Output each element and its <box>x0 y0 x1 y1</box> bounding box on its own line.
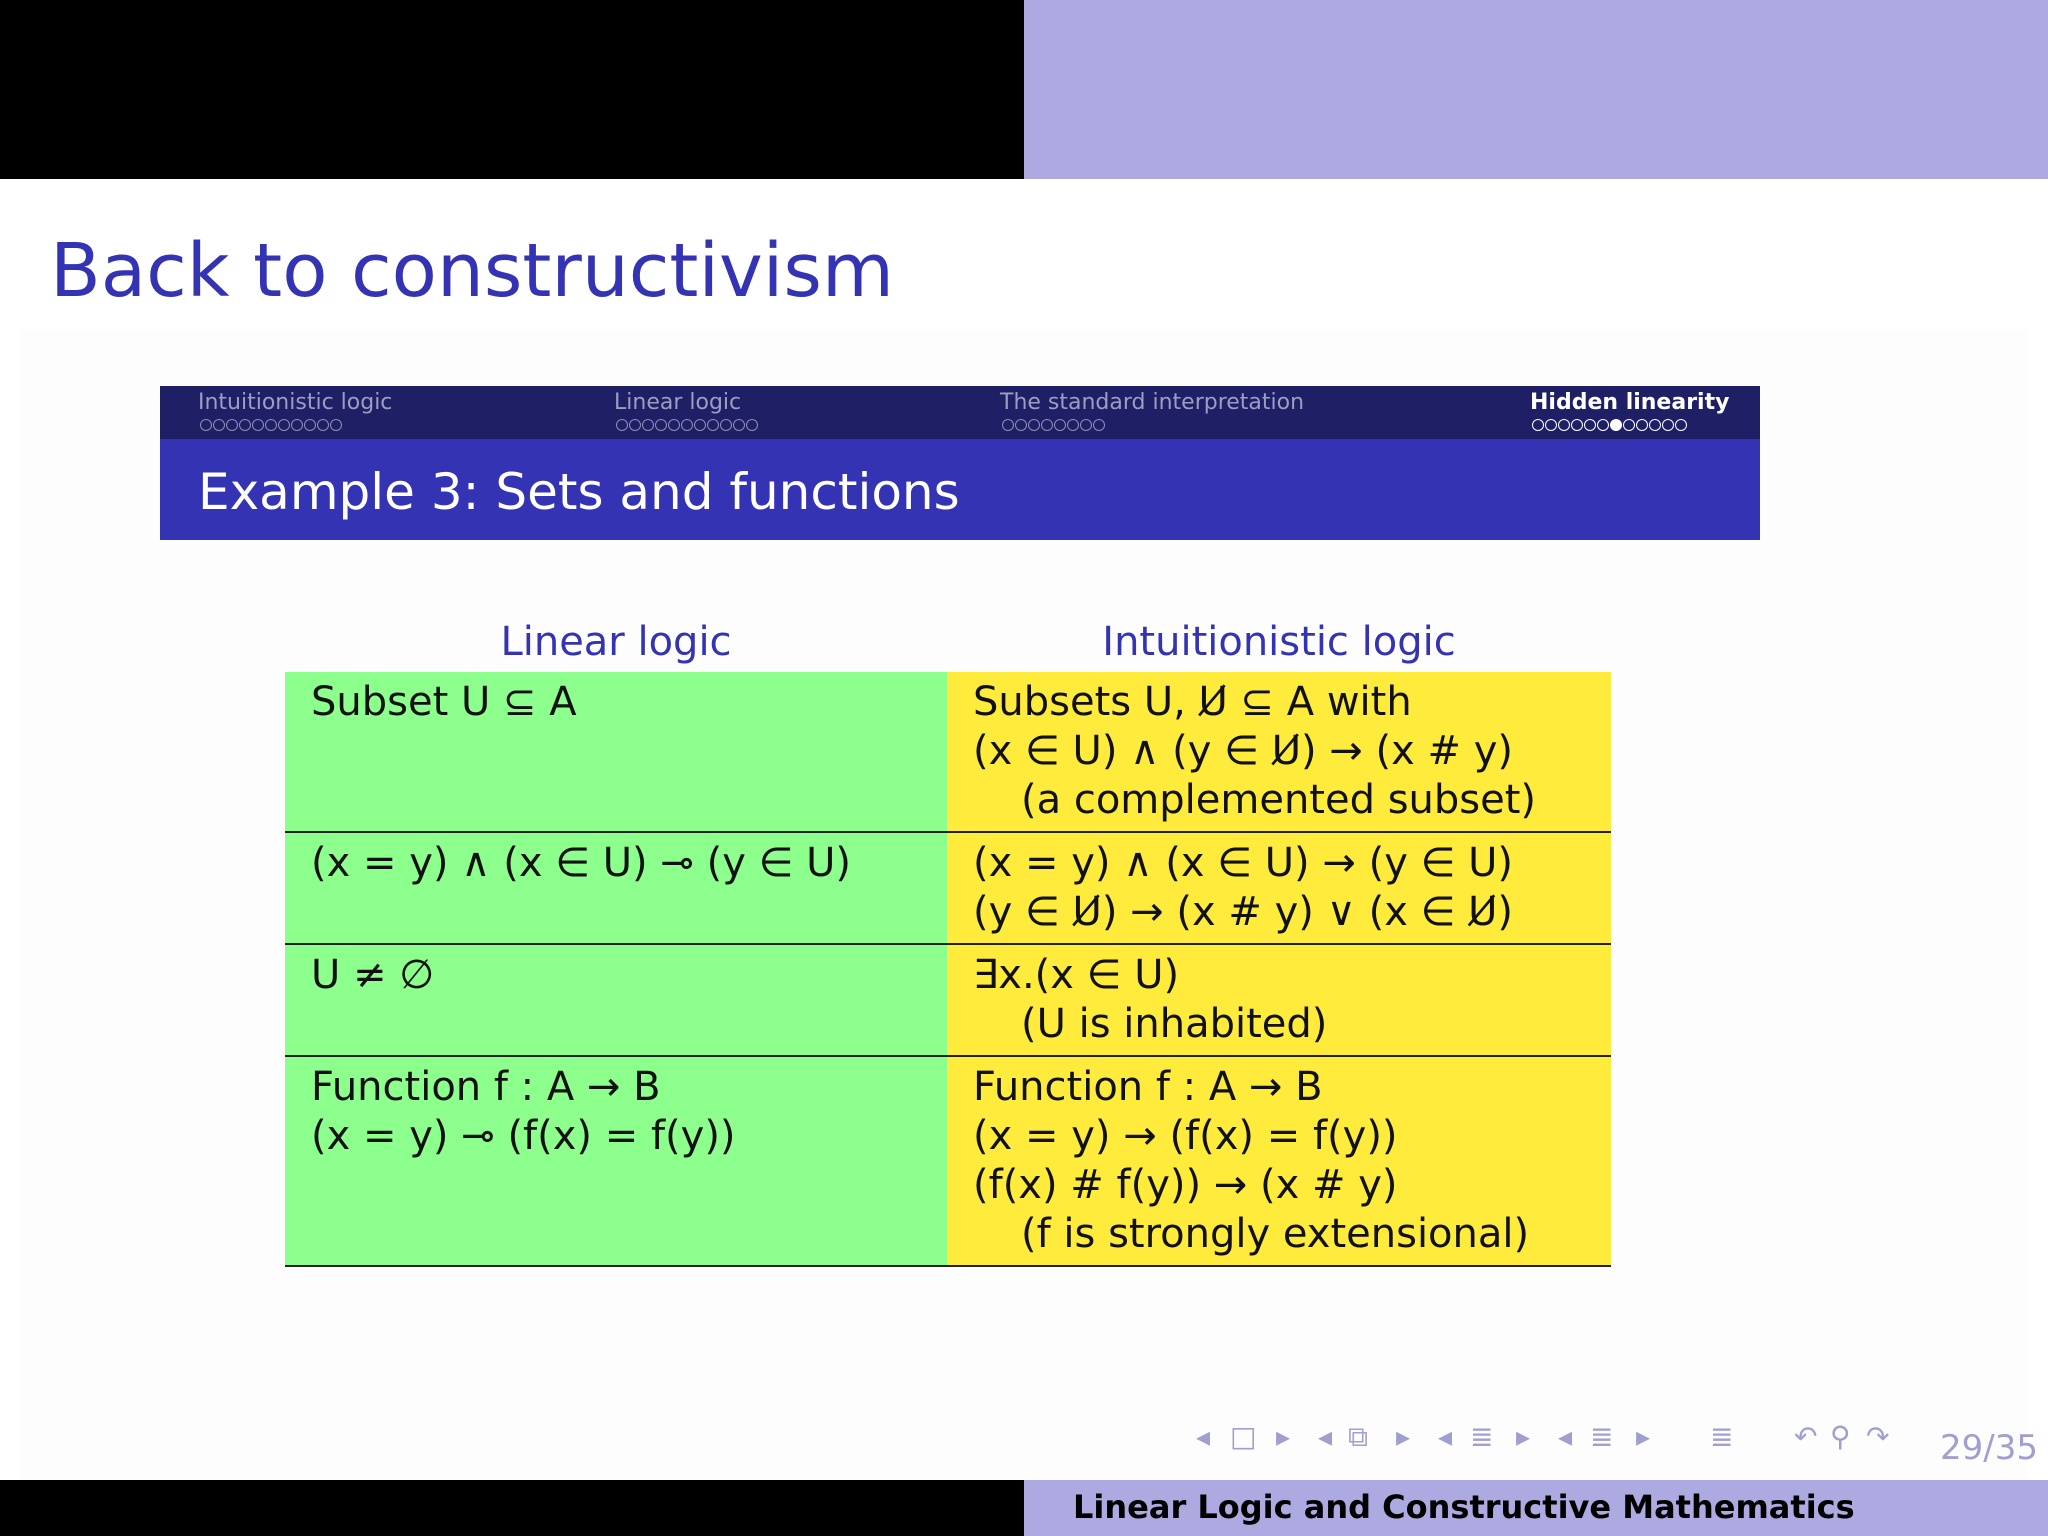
nav-dot[interactable] <box>213 419 225 431</box>
table-row <box>285 1057 1611 1267</box>
nav-dot[interactable] <box>1015 419 1027 431</box>
nav-dot[interactable] <box>1584 419 1596 431</box>
cell-line: (x = y) ∧ (x ∈ U) ⊸ (y ∈ U) <box>311 840 852 886</box>
nav-dot[interactable] <box>304 419 316 431</box>
cell-line: (f is strongly extensional) <box>1021 1211 1530 1257</box>
linear-cell <box>285 833 947 943</box>
table-row <box>285 833 1611 945</box>
footer-bar <box>0 1480 2048 1536</box>
nav-dot[interactable] <box>265 419 277 431</box>
table-row <box>285 672 1611 833</box>
nav-dot[interactable] <box>668 419 680 431</box>
column-header-intuitionistic: Intuitionistic logic <box>1102 619 1456 665</box>
embedded-nav-dots <box>1532 419 1687 431</box>
cell-line: (x = y) ⊸ (f(x) = f(y)) <box>311 1113 736 1159</box>
nav-dot[interactable] <box>1571 419 1583 431</box>
embedded-slide-nav <box>160 386 1760 439</box>
linear-cell <box>285 1057 947 1265</box>
part-icon[interactable]: ≣ <box>1590 1420 1614 1453</box>
cell-line: (x ∈ U) ∧ (y ∈ U̸) → (x # y) <box>973 728 1514 774</box>
embedded-nav-dots <box>1002 419 1105 431</box>
cell-line: (f(x) # f(y)) → (x # y) <box>973 1162 1398 1208</box>
cell-line: (x = y) → (f(x) = f(y)) <box>973 1113 1398 1159</box>
nav-dot[interactable] <box>1558 419 1570 431</box>
prev-part-icon[interactable]: ◂ <box>1558 1420 1573 1453</box>
nav-dot[interactable] <box>733 419 745 431</box>
page-number: 29/35 <box>1940 1428 2038 1468</box>
cell-line: Function f : A → B <box>973 1064 1323 1110</box>
nav-dot[interactable] <box>1623 419 1635 431</box>
comparison-table <box>285 672 1611 1267</box>
nav-dot[interactable] <box>694 419 706 431</box>
intuitionistic-cell <box>947 672 1611 831</box>
prev-section-icon[interactable]: ◂ <box>1438 1420 1453 1453</box>
nav-dot[interactable] <box>1649 419 1661 431</box>
cell-line: U ≠ ∅ <box>311 952 435 998</box>
header-bar <box>0 0 2048 179</box>
embedded-nav-standard-interpretation: The standard interpretation <box>1000 390 1305 415</box>
cell-line: ∃x.(x ∈ U) <box>973 952 1180 998</box>
document-icon[interactable]: ≣ <box>1710 1420 1734 1453</box>
next-part-icon[interactable]: ▸ <box>1636 1420 1651 1453</box>
subsection-icon[interactable]: ⧉ <box>1348 1420 1368 1453</box>
nav-dot[interactable] <box>1093 419 1105 431</box>
page-title: Back to constructivism <box>50 228 894 314</box>
header-right-panel <box>1024 0 2048 179</box>
search-icon[interactable]: ⚲ <box>1830 1420 1851 1453</box>
cell-line: (y ∈ U̸) → (x # y) ∨ (x ∈ U̸) <box>973 889 1514 935</box>
nav-dot[interactable] <box>1054 419 1066 431</box>
nav-dot[interactable] <box>616 419 628 431</box>
intuitionistic-cell <box>947 1057 1611 1265</box>
cell-line: Function f : A → B <box>311 1064 661 1110</box>
next-frame-icon[interactable]: ▸ <box>1276 1420 1291 1453</box>
section-icon[interactable]: ≣ <box>1470 1420 1494 1453</box>
nav-dot[interactable] <box>1545 419 1557 431</box>
nav-dot[interactable] <box>330 419 342 431</box>
nav-dot[interactable] <box>1080 419 1092 431</box>
embedded-nav-dots <box>616 419 758 431</box>
nav-dot[interactable] <box>629 419 641 431</box>
linear-cell <box>285 945 947 1055</box>
forward-icon[interactable]: ↷ <box>1866 1420 1890 1453</box>
nav-dot[interactable] <box>1636 419 1648 431</box>
frame-title: Example 3: Sets and functions <box>198 463 960 521</box>
nav-dot[interactable] <box>226 419 238 431</box>
nav-dot[interactable] <box>1662 419 1674 431</box>
nav-dot[interactable] <box>707 419 719 431</box>
footer-left-panel <box>0 1480 1024 1536</box>
intuitionistic-cell <box>947 945 1611 1055</box>
cell-line: (x = y) ∧ (x ∈ U) → (y ∈ U) <box>973 840 1514 886</box>
nav-dot[interactable] <box>642 419 654 431</box>
linear-cell <box>285 672 947 831</box>
nav-dot[interactable] <box>1610 419 1622 431</box>
footer-title: Linear Logic and Constructive Mathematics <box>1073 1488 1855 1526</box>
embedded-nav-linear-logic: Linear logic <box>614 390 742 415</box>
cell-line: (a complemented subset) <box>1021 777 1537 823</box>
nav-dot[interactable] <box>1028 419 1040 431</box>
back-icon[interactable]: ↶ <box>1794 1420 1818 1453</box>
nav-dot[interactable] <box>1067 419 1079 431</box>
nav-dot[interactable] <box>200 419 212 431</box>
cell-line: Subsets U, U̸ ⊆ A with <box>973 679 1412 725</box>
nav-dot[interactable] <box>252 419 264 431</box>
intuitionistic-cell <box>947 833 1611 943</box>
cell-line: (U is inhabited) <box>1021 1001 1328 1047</box>
prev-frame-icon[interactable]: ◂ <box>1196 1420 1211 1453</box>
embedded-nav-dots <box>200 419 342 431</box>
next-section-icon[interactable]: ▸ <box>1516 1420 1531 1453</box>
nav-dot[interactable] <box>1041 419 1053 431</box>
nav-dot[interactable] <box>681 419 693 431</box>
embedded-nav-hidden-linearity: Hidden linearity <box>1530 390 1730 415</box>
nav-dot[interactable] <box>1597 419 1609 431</box>
nav-dot[interactable] <box>278 419 290 431</box>
nav-dot[interactable] <box>1532 419 1544 431</box>
nav-dot[interactable] <box>720 419 732 431</box>
prev-subsection-icon[interactable]: ◂ <box>1318 1420 1333 1453</box>
nav-dot[interactable] <box>746 419 758 431</box>
nav-dot[interactable] <box>1675 419 1687 431</box>
nav-dot[interactable] <box>239 419 251 431</box>
cell-line: Subset U ⊆ A <box>311 679 577 725</box>
nav-dot[interactable] <box>317 419 329 431</box>
frame-icon[interactable]: □ <box>1230 1420 1257 1453</box>
footer-right-panel <box>1024 1480 2048 1536</box>
frame-title-bar <box>160 439 1760 540</box>
next-subsection-icon[interactable]: ▸ <box>1396 1420 1411 1453</box>
nav-dot[interactable] <box>655 419 667 431</box>
column-header-linear: Linear logic <box>500 619 732 665</box>
nav-dot[interactable] <box>291 419 303 431</box>
embedded-nav-intuitionistic-logic: Intuitionistic logic <box>198 390 393 415</box>
nav-dot[interactable] <box>1002 419 1014 431</box>
header-left-panel <box>0 0 1024 179</box>
table-row <box>285 945 1611 1057</box>
